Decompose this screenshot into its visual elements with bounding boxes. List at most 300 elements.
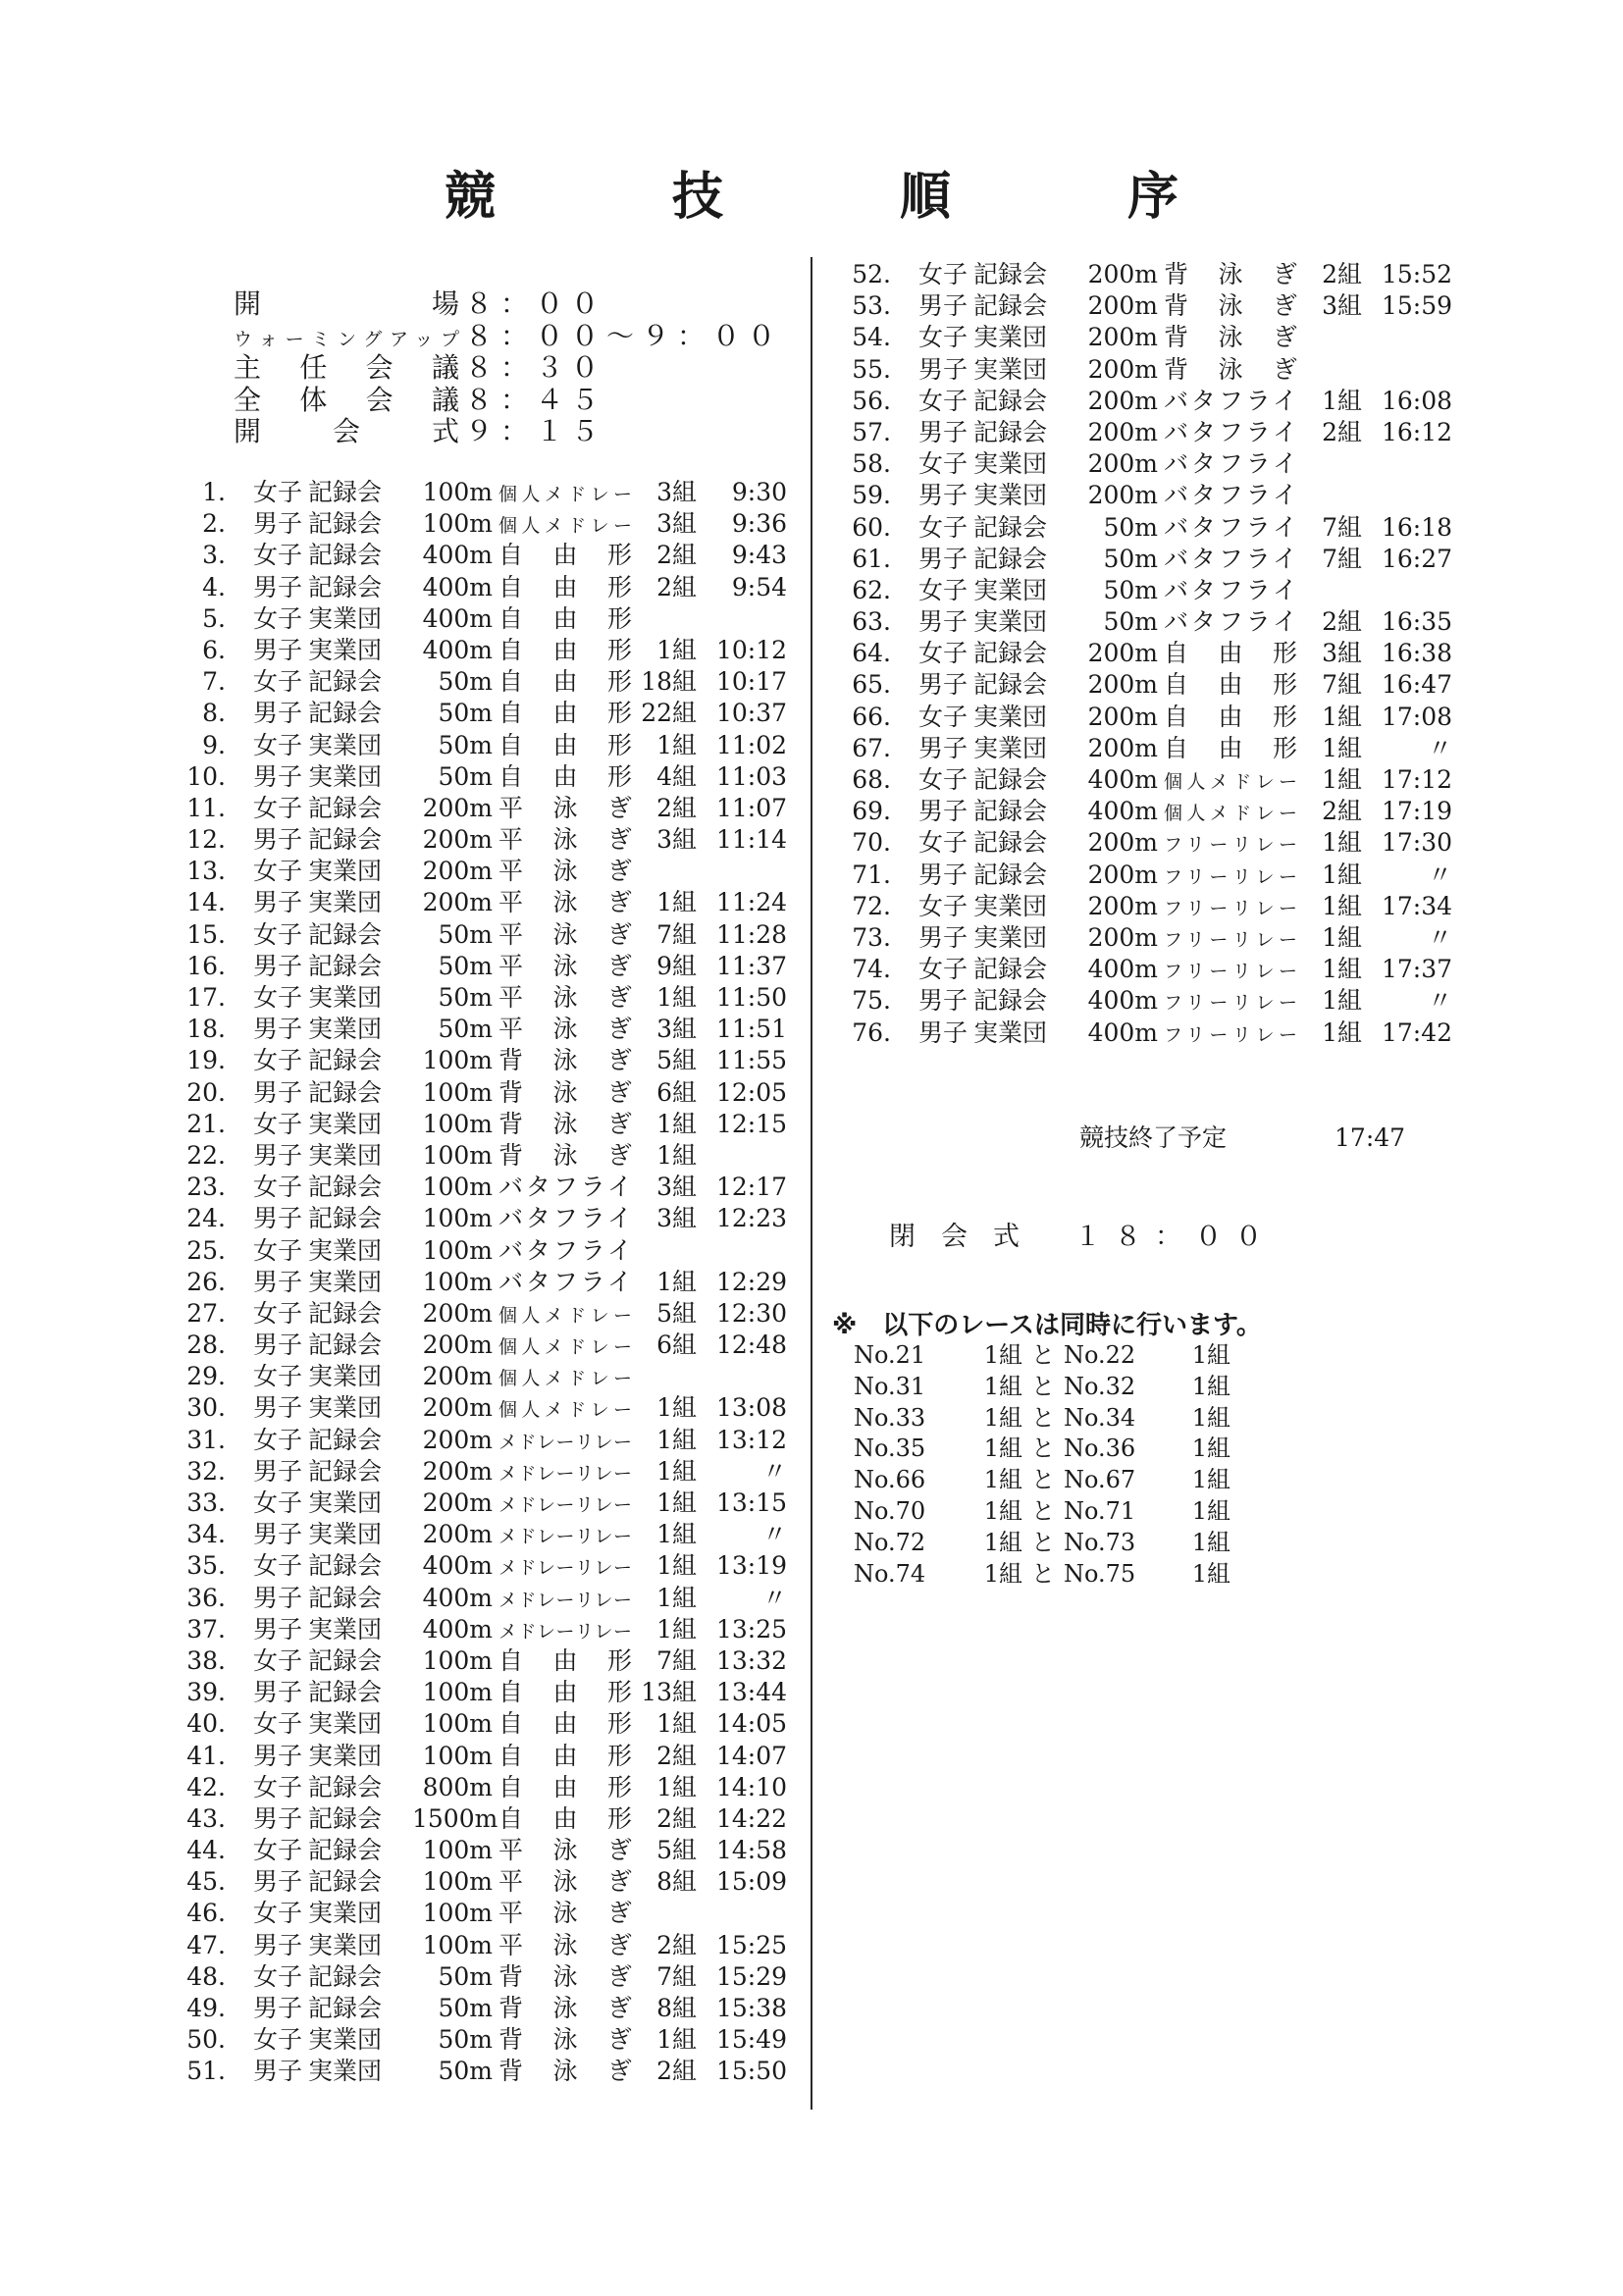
race-row <box>147 1708 787 1740</box>
race-b: No.67 <box>1064 1466 1136 1494</box>
and-label: と <box>1031 1372 1055 1400</box>
race-sex: 男子 <box>252 1583 302 1612</box>
race-category: 実業団 <box>308 761 383 791</box>
race-sex: 女子 <box>917 702 968 731</box>
race-row <box>147 698 787 729</box>
race-stroke: 自由形 <box>498 1678 632 1707</box>
race-start-time: 16:08 <box>1381 386 1452 415</box>
race-sex: 女子 <box>252 730 302 759</box>
race-number: 14. <box>186 888 226 917</box>
race-list-right <box>812 259 1452 1049</box>
race-row <box>147 1772 787 1803</box>
race-start-time: 〃 <box>761 1520 787 1549</box>
race-heats: 8組 <box>656 1867 697 1897</box>
race-a: No.35 <box>854 1435 926 1463</box>
race-start-time: 12:29 <box>715 1267 787 1296</box>
race-number: 4. <box>202 572 226 601</box>
race-sex: 女子 <box>252 1772 302 1801</box>
race-category: 記録会 <box>973 797 1048 826</box>
race-number: 28. <box>186 1331 226 1360</box>
race-number: 43. <box>186 1803 226 1833</box>
race-category: 記録会 <box>973 670 1048 700</box>
race-sex: 男子 <box>917 797 968 826</box>
race-category: 記録会 <box>308 1836 383 1865</box>
race-row <box>147 730 787 761</box>
race-stroke: 背泳ぎ <box>498 1046 632 1075</box>
race-sex: 女子 <box>252 1046 302 1075</box>
race-heats: 1組 <box>656 1393 697 1423</box>
race-distance: 200m <box>1087 860 1158 889</box>
race-row <box>147 951 787 982</box>
race-number: 67. <box>852 733 891 762</box>
race-heats: 1組 <box>1322 922 1362 952</box>
race-row <box>812 922 1452 954</box>
race-sex: 男子 <box>252 635 302 664</box>
race-number: 12. <box>186 825 226 855</box>
race-stroke: 背泳ぎ <box>498 1077 632 1107</box>
race-category: 記録会 <box>308 1331 383 1360</box>
race-number: 37. <box>186 1614 226 1644</box>
race-stroke: フリーリレー <box>1164 992 1297 1015</box>
race-start-time: 15:29 <box>715 1961 787 1991</box>
race-heats: 1組 <box>1322 765 1362 794</box>
race-category: 実業団 <box>308 2025 383 2055</box>
heat-b: 1組 <box>1191 1528 1230 1556</box>
race-stroke: フリーリレー <box>1164 1023 1297 1046</box>
race-sex: 女子 <box>252 1961 302 1991</box>
race-row <box>147 477 787 508</box>
race-row <box>812 480 1452 511</box>
race-start-time: 16:18 <box>1381 512 1452 542</box>
race-number: 17. <box>186 983 226 1012</box>
race-b: No.34 <box>1064 1403 1136 1432</box>
race-number: 60. <box>852 512 891 542</box>
race-heats: 3組 <box>656 1015 697 1044</box>
race-heats: 2組 <box>656 2057 697 2086</box>
race-category: 実業団 <box>973 702 1048 731</box>
closing-ceremony <box>889 1215 1276 1253</box>
race-start-time: 13:08 <box>715 1393 787 1423</box>
race-category: 実業団 <box>308 1015 383 1044</box>
race-stroke: 自由形 <box>498 761 632 791</box>
race-start-time: 11:37 <box>715 951 787 980</box>
race-category: 記録会 <box>973 512 1048 542</box>
end-time: 17:47 <box>1335 1123 1406 1152</box>
race-b: No.36 <box>1064 1435 1136 1463</box>
race-category: 実業団 <box>973 922 1048 952</box>
race-sex: 女子 <box>252 1362 302 1391</box>
race-distance: 50m <box>438 2057 493 2086</box>
race-number: 21. <box>186 1109 226 1138</box>
race-stroke: バタフライ <box>498 1204 632 1233</box>
race-start-time: 14:58 <box>715 1836 787 1865</box>
heat-a: 1組 <box>983 1466 1022 1494</box>
race-sex: 男子 <box>252 1331 302 1360</box>
race-row <box>147 1487 787 1519</box>
race-stroke: バタフライ <box>1164 481 1297 510</box>
race-distance: 50m <box>1103 575 1158 604</box>
race-category: 記録会 <box>308 509 383 539</box>
race-start-time: 14:05 <box>715 1709 787 1739</box>
race-category: 実業団 <box>308 1741 383 1770</box>
race-sex: 男子 <box>252 888 302 917</box>
race-start-time: 17:42 <box>1381 1018 1452 1047</box>
race-number: 35. <box>186 1551 226 1581</box>
race-row <box>147 1803 787 1835</box>
race-heats: 1組 <box>656 1488 697 1517</box>
race-start-time: 14:10 <box>715 1772 787 1801</box>
race-stroke: 平泳ぎ <box>498 919 632 949</box>
race-sex: 男子 <box>252 1741 302 1770</box>
race-sex: 男子 <box>252 2057 302 2086</box>
race-category: 記録会 <box>973 417 1048 446</box>
race-number: 33. <box>186 1488 226 1517</box>
race-sex: 女子 <box>252 1899 302 1928</box>
race-start-time: 13:12 <box>715 1425 787 1454</box>
race-number: 6. <box>202 635 226 664</box>
race-number: 40. <box>186 1709 226 1739</box>
race-start-time: 17:08 <box>1381 702 1452 731</box>
race-sex: 女子 <box>252 541 302 570</box>
race-category: 記録会 <box>973 260 1048 288</box>
race-distance: 100m <box>422 1267 493 1296</box>
race-start-time: 11:51 <box>715 1015 787 1044</box>
race-a: No.66 <box>854 1466 926 1494</box>
race-number: 24. <box>186 1204 226 1233</box>
race-a: No.74 <box>854 1559 926 1588</box>
race-category: 記録会 <box>308 1867 383 1897</box>
race-row <box>147 1298 787 1330</box>
race-row <box>147 1741 787 1772</box>
closing-time: １８：００ <box>1074 1222 1276 1252</box>
race-row <box>147 1550 787 1582</box>
race-category: 記録会 <box>308 1077 383 1107</box>
race-number: 26. <box>186 1267 226 1296</box>
race-start-time: 17:30 <box>1381 828 1452 858</box>
race-start-time: 11:24 <box>715 888 787 917</box>
race-stroke: メドレーリレー <box>498 1526 632 1548</box>
race-distance: 400m <box>1087 1018 1158 1047</box>
race-row <box>147 1109 787 1140</box>
and-label: と <box>1031 1528 1055 1556</box>
schedule-row <box>234 352 783 385</box>
race-number: 65. <box>852 670 891 700</box>
race-distance: 50m <box>438 761 493 791</box>
race-heats: 2組 <box>656 793 697 822</box>
race-sex: 女子 <box>917 891 968 920</box>
race-distance: 100m <box>422 1899 493 1928</box>
end-of-competition <box>1079 1119 1405 1154</box>
race-sex: 男子 <box>252 1140 302 1170</box>
race-number: 45. <box>186 1867 226 1897</box>
race-start-time: 12:30 <box>715 1298 787 1328</box>
race-heats: 3組 <box>1322 291 1362 321</box>
race-stroke: 個人メドレー <box>498 515 632 538</box>
race-heats: 1組 <box>1322 733 1362 762</box>
race-distance: 200m <box>422 1393 493 1423</box>
race-category: 記録会 <box>308 1994 383 2022</box>
heat-b: 1組 <box>1191 1559 1230 1588</box>
race-stroke: フリーリレー <box>1164 897 1297 919</box>
race-start-time: 16:38 <box>1381 639 1452 668</box>
race-distance: 400m <box>422 541 493 570</box>
race-row <box>147 1677 787 1708</box>
race-distance: 200m <box>1087 733 1158 762</box>
race-category: 記録会 <box>308 1425 383 1454</box>
race-row <box>812 354 1452 386</box>
race-sex: 女子 <box>252 2025 302 2055</box>
race-heats: 7組 <box>1322 512 1362 542</box>
race-sex: 男子 <box>252 1267 302 1296</box>
simultaneous-row <box>854 1372 1230 1403</box>
race-row <box>812 669 1452 701</box>
race-distance: 100m <box>422 1204 493 1233</box>
race-heats: 2組 <box>656 1930 697 1959</box>
race-heats: 1組 <box>1322 386 1362 415</box>
race-sex: 男子 <box>252 825 302 855</box>
race-category: 記録会 <box>973 828 1048 858</box>
race-number: 59. <box>852 481 891 510</box>
race-row <box>147 1140 787 1172</box>
race-stroke: 背泳ぎ <box>498 2025 632 2055</box>
race-sex: 男子 <box>252 1393 302 1423</box>
race-start-time: 〃 <box>761 1456 787 1486</box>
race-number: 15. <box>186 919 226 949</box>
race-category: 実業団 <box>308 603 383 633</box>
race-number: 48. <box>186 1961 226 1991</box>
race-sex: 女子 <box>917 765 968 794</box>
schedule-time: ８：００～９：００ <box>465 319 784 352</box>
race-row <box>147 982 787 1014</box>
race-row <box>147 2056 787 2087</box>
race-start-time: 16:35 <box>1381 607 1452 637</box>
race-heats: 7組 <box>1322 670 1362 700</box>
race-category: 記録会 <box>973 544 1048 573</box>
race-sex: 女子 <box>917 828 968 858</box>
race-sex: 男子 <box>917 417 968 446</box>
race-sex: 男子 <box>252 1077 302 1107</box>
race-sex: 男子 <box>252 509 302 539</box>
race-heats: 1組 <box>656 1425 697 1454</box>
race-category: 記録会 <box>308 541 383 570</box>
race-start-time: 13:44 <box>715 1678 787 1707</box>
race-row <box>147 603 787 635</box>
race-row <box>812 638 1452 669</box>
race-distance: 50m <box>1103 544 1158 573</box>
race-sex: 女子 <box>252 603 302 633</box>
race-stroke: メドレーリレー <box>498 1557 632 1580</box>
race-category: 実業団 <box>973 449 1048 479</box>
race-stroke: バタフライ <box>1164 575 1297 604</box>
race-heats: 2組 <box>1322 607 1362 637</box>
race-distance: 100m <box>422 478 493 506</box>
race-row <box>812 448 1452 480</box>
race-row <box>147 666 787 698</box>
race-heats: 6組 <box>656 1331 697 1360</box>
race-start-time: 17:37 <box>1381 955 1452 984</box>
race-sex: 女子 <box>917 260 968 288</box>
race-row <box>147 1425 787 1456</box>
race-number: 71. <box>852 860 891 889</box>
race-start-time: 15:49 <box>715 2025 787 2055</box>
race-a: No.70 <box>854 1496 926 1525</box>
race-sex: 男子 <box>252 1614 302 1644</box>
race-distance: 400m <box>422 635 493 664</box>
race-b: No.32 <box>1064 1372 1136 1400</box>
race-start-time: 13:15 <box>715 1488 787 1517</box>
schedule-label: 主任会議 <box>234 351 459 384</box>
race-start-time: 14:22 <box>715 1803 787 1833</box>
race-sex: 男子 <box>252 1015 302 1044</box>
race-category: 実業団 <box>973 733 1048 762</box>
race-start-time: 15:59 <box>1381 291 1452 321</box>
race-distance: 50m <box>438 1994 493 2022</box>
page-title: 競 技 順 序 <box>444 167 1241 227</box>
race-distance: 400m <box>1087 955 1158 984</box>
race-number: 11. <box>186 793 226 822</box>
race-number: 2. <box>202 509 226 539</box>
race-distance: 400m <box>422 572 493 601</box>
race-start-time: 11:14 <box>715 825 787 855</box>
race-heats: 1組 <box>656 1583 697 1612</box>
race-number: 32. <box>186 1456 226 1486</box>
race-distance: 200m <box>1087 828 1158 858</box>
heat-b: 1組 <box>1191 1466 1230 1494</box>
race-start-time: 16:27 <box>1381 544 1452 573</box>
race-category: 実業団 <box>973 575 1048 604</box>
race-sex: 男子 <box>917 986 968 1016</box>
race-row <box>812 764 1452 796</box>
race-distance: 200m <box>422 857 493 886</box>
race-stroke: 自由形 <box>1164 670 1297 700</box>
race-heats: 2組 <box>656 1741 697 1770</box>
race-heats: 13組 <box>641 1678 697 1707</box>
race-heats: 1組 <box>656 1772 697 1801</box>
and-label: と <box>1031 1496 1055 1525</box>
race-category: 実業団 <box>308 857 383 886</box>
heat-b: 1組 <box>1191 1403 1230 1432</box>
race-number: 23. <box>186 1173 226 1202</box>
race-heats: 1組 <box>1322 860 1362 889</box>
race-stroke: 背泳ぎ <box>498 1109 632 1138</box>
race-stroke: フリーリレー <box>1164 834 1297 857</box>
race-distance: 200m <box>1087 639 1158 668</box>
race-start-time: 9:30 <box>731 478 787 506</box>
schedule-label: 開 場 <box>234 287 459 320</box>
race-number: 1. <box>202 478 226 506</box>
race-start-time: 14:07 <box>715 1741 787 1770</box>
race-start-time: 15:52 <box>1381 260 1452 288</box>
race-number: 46. <box>186 1899 226 1928</box>
simultaneous-row <box>854 1559 1230 1591</box>
race-distance: 200m <box>422 825 493 855</box>
race-heats: 4組 <box>656 761 697 791</box>
race-distance: 200m <box>422 1488 493 1517</box>
race-distance: 400m <box>422 1551 493 1581</box>
race-stroke: 自由形 <box>498 667 632 697</box>
race-stroke: 個人メドレー <box>498 1304 632 1327</box>
and-label: と <box>1031 1559 1055 1588</box>
race-start-time: 16:47 <box>1381 670 1452 700</box>
heat-a: 1組 <box>983 1372 1022 1400</box>
race-heats: 2組 <box>1322 417 1362 446</box>
race-stroke: 平泳ぎ <box>498 793 632 822</box>
race-row <box>812 322 1452 353</box>
race-heats: 1組 <box>656 1109 697 1138</box>
race-b: No.73 <box>1064 1528 1136 1556</box>
race-row <box>147 1235 787 1267</box>
race-number: 62. <box>852 575 891 604</box>
race-start-time: 16:12 <box>1381 417 1452 446</box>
race-stroke: 個人メドレー <box>498 1399 632 1422</box>
race-category: 記録会 <box>308 572 383 601</box>
race-distance: 1500m <box>412 1803 498 1833</box>
race-heats: 2組 <box>656 541 697 570</box>
simultaneous-row <box>854 1496 1230 1528</box>
race-start-time: 15:50 <box>715 2057 787 2086</box>
race-heats: 1組 <box>656 1709 697 1739</box>
race-stroke: メドレーリレー <box>498 1620 632 1643</box>
race-category: 記録会 <box>308 951 383 980</box>
race-heats: 1組 <box>656 1520 697 1549</box>
race-heats: 3組 <box>656 825 697 855</box>
race-stroke: 平泳ぎ <box>498 1899 632 1928</box>
race-heats: 1組 <box>1322 1018 1362 1047</box>
race-sex: 男子 <box>917 544 968 573</box>
schedule-label: 開会式 <box>234 415 459 447</box>
race-stroke: 平泳ぎ <box>498 825 632 855</box>
heat-a: 1組 <box>983 1341 1022 1369</box>
race-sex: 男子 <box>252 1678 302 1707</box>
race-start-time: 11:03 <box>715 761 787 791</box>
race-row <box>147 793 787 824</box>
heat-a: 1組 <box>983 1559 1022 1588</box>
race-stroke: メドレーリレー <box>498 1494 632 1516</box>
race-heats: 1組 <box>656 983 697 1012</box>
race-number: 74. <box>852 955 891 984</box>
race-category: 実業団 <box>308 1520 383 1549</box>
race-sex: 男子 <box>252 1930 302 1959</box>
race-stroke: 自由形 <box>1164 639 1297 668</box>
race-start-time: 12:48 <box>715 1331 787 1360</box>
race-stroke: 個人メドレー <box>498 484 632 505</box>
race-number: 73. <box>852 922 891 952</box>
race-stroke: 自由形 <box>498 635 632 664</box>
race-sex: 男子 <box>917 922 968 952</box>
race-distance: 200m <box>1087 386 1158 415</box>
race-b: No.75 <box>1064 1559 1136 1588</box>
race-number: 16. <box>186 951 226 980</box>
race-stroke: 平泳ぎ <box>498 951 632 980</box>
race-number: 47. <box>186 1930 226 1959</box>
race-number: 51. <box>186 2057 226 2086</box>
simultaneous-row <box>854 1434 1230 1465</box>
race-start-time: 11:50 <box>715 983 787 1012</box>
race-heats: 1組 <box>656 1140 697 1170</box>
race-start-time: 13:19 <box>715 1551 787 1581</box>
race-row <box>812 544 1452 575</box>
race-stroke: 平泳ぎ <box>498 1867 632 1897</box>
race-row <box>147 1267 787 1298</box>
race-row <box>147 1614 787 1645</box>
race-stroke: 自由形 <box>498 1803 632 1833</box>
race-sex: 女子 <box>252 1173 302 1202</box>
race-sex: 女子 <box>917 323 968 352</box>
race-row <box>147 824 787 856</box>
race-row <box>147 1045 787 1076</box>
race-sex: 男子 <box>917 291 968 321</box>
race-stroke: 個人メドレー <box>1164 771 1297 793</box>
